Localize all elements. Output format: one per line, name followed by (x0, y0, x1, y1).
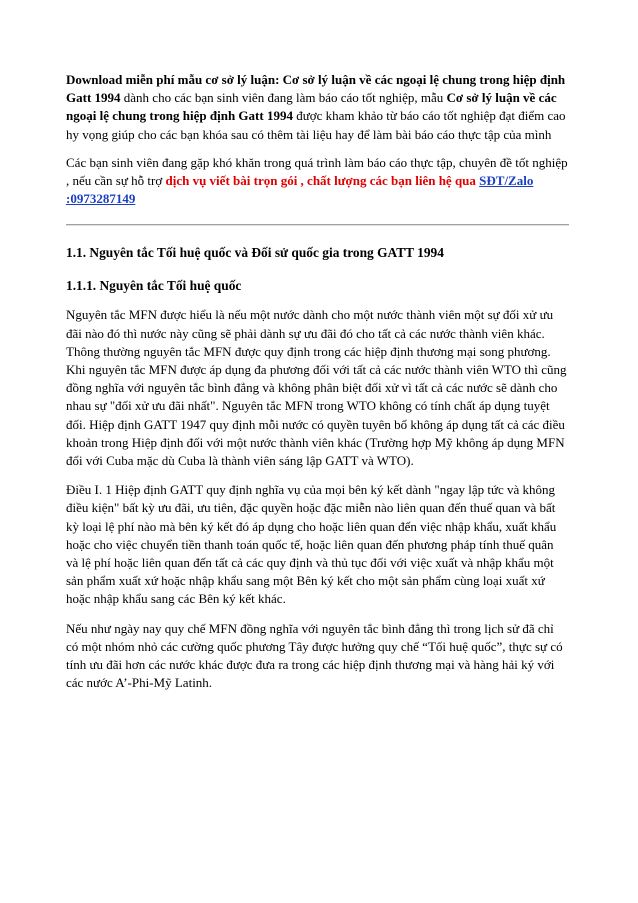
contact-link[interactable]: SĐT/Zalo :0973287149 (66, 173, 534, 207)
contact-paragraph (66, 154, 569, 209)
subsection-heading: 1.1.1. Nguyên tắc Tối huệ quốc (66, 278, 242, 294)
document-page (66, 71, 569, 703)
contact-text: Các bạn sinh viên đang gặp khó khăn trong quá trình làm báo cáo thực tập, chuyên đề tốt nghiệp , nếu cần sự hỗ trợ (66, 154, 568, 189)
intro-text-end: được kham khảo từ báo cáo tốt nghiệp đạt điểm cao hy vọng giúp cho các bạn khóa sau có thêm tài liệu hay để làm bài báo cáo thực tập của mình (66, 108, 566, 142)
section-heading: 1.1. Nguyên tắc Tối huệ quốc và Đối sử quốc gia trong GATT 1994 (66, 245, 444, 261)
intro-bold-title: Cơ sở lý luận về các ngoại lệ chung trong hiệp định Gatt 1994 (66, 90, 557, 124)
divider (66, 224, 569, 226)
intro-paragraph (66, 71, 569, 144)
intro-title: Download miễn phí mẫu cơ sở lý luận: Cơ sở lý luận về các ngoại lệ chung trong hiệp định Gatt 1994 (66, 72, 566, 106)
intro-text: dành cho các bạn sinh viên đang làm báo cáo tốt nghiệp, mẫu (120, 90, 447, 106)
body-paragraph-3: Nếu như ngày nay quy chế MFN đồng nghĩa với nguyên tắc bình đẳng thì trong lịch sử đã chỉ có một nhóm nhỏ các cường quốc phương Tây được hưởng quy chế “Tối huệ quốc”, thực sự có tính ưu đãi hơn các nước khác được đưa ra trong các hiệp định thương mại và hàng hải ký với các nước A’-Phi-Mỹ Latinh. (66, 620, 563, 691)
service-promo: dịch vụ viết bài trọn gói , chất lượng các bạn liên hệ qua (165, 173, 480, 189)
body-paragraph-1: Nguyên tắc MFN được hiểu là nếu một nước dành cho một nước thành viên một sự đối xử ưu đãi nào đó thì nước này cũng sẽ phải dành sự ưu đãi đó cho tất cả các nước thành viên khác. Thông thường nguyên tắc MFN được quy định trong các hiệp định thương mại song phương. Khi nguyên tắc MFN được áp dụng đa phương đối với tất cả các nước thành viên WTO thì cũng đồng nghĩa với nguyên tắc bình đẳng và không phân biệt đối xử vì tất cả các nước sẽ dành cho nhau sự "đối xử ưu đãi nhất". Nguyên tắc MFN trong WTO không có tính chất áp dụng tuyệt đối. Hiệp định GATT 1947 quy định mỗi nước có quyền tuyên bố không áp dụng tất cả các điều khoản trong Hiệp định đối với một nước thành viên khác (Trường hợp Mỹ không áp dụng MFN đối với Cuba mặc dù Cuba là thành viên sáng lập GATT và WTO). (66, 307, 567, 469)
body-paragraph-2: Điều I. 1 Hiệp định GATT quy định nghĩa vụ của mọi bên ký kết dành "ngay lập tức và không điều kiện" bất kỳ ưu đãi, ưu tiên, đặc quyền hoặc đặc miễn nào liên quan đến thuế quan và bất kỳ loại lệ phí nào mà bên ký kết đó áp dụng cho hoặc liên quan đến việc nhập khẩu, xuất khẩu hoặc cho việc chuyển tiền thanh toán quốc tế, hoặc liên quan đến phương pháp tính thuế quân và lệ phí hoặc liên quan đến tất cả các quy định và thủ tục đối với việc xuất và nhập khẩu một sản phẩm xuất xứ hoặc nhập khẩu sang một Bên ký kết cho một sản phẩm cùng loại xuất xứ hoặc nhập khẩu sang các Bên ký kết khác. (66, 482, 557, 607)
